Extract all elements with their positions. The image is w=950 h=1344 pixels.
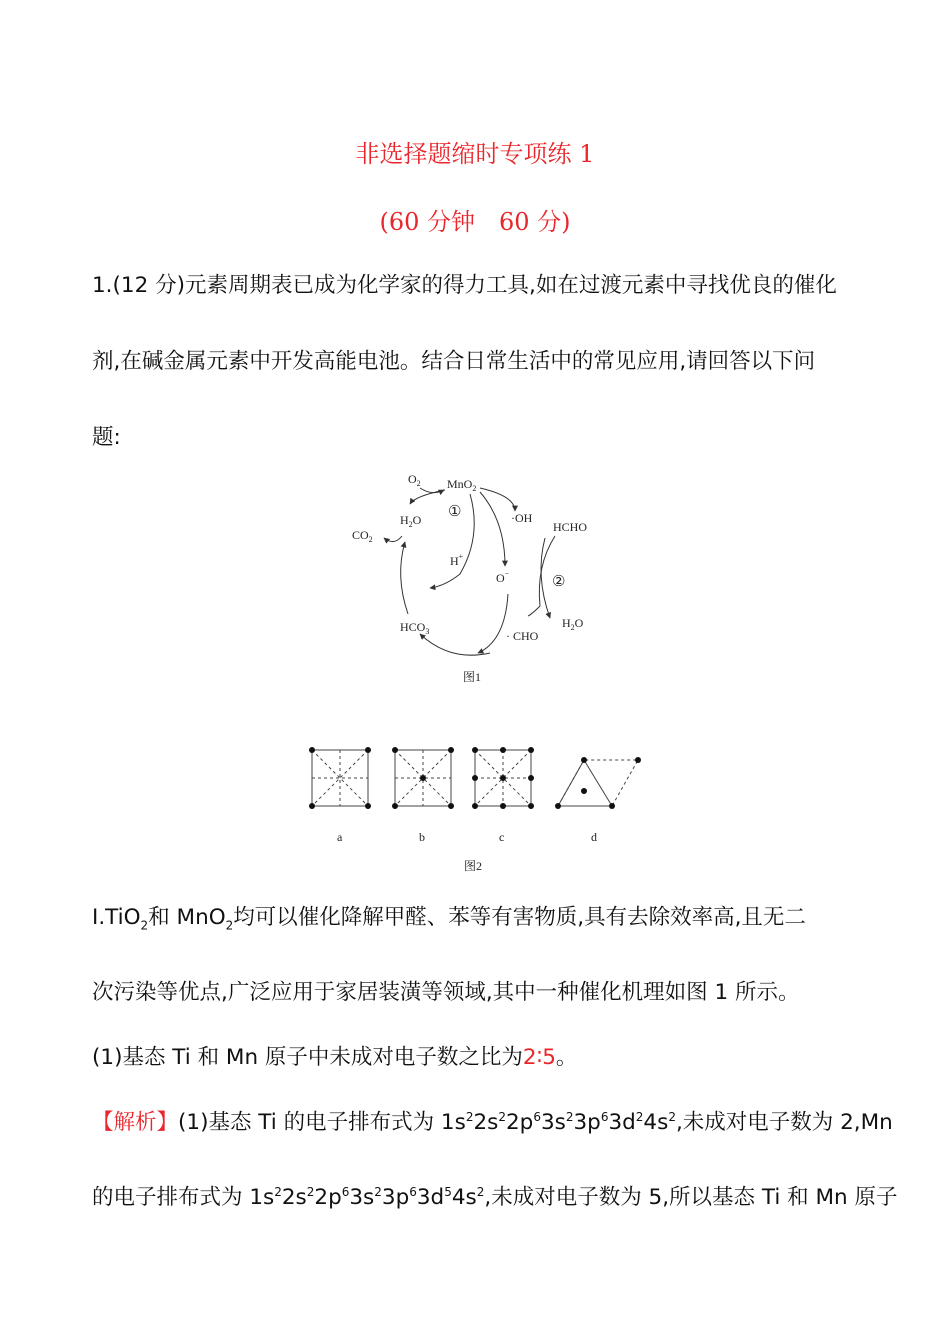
panel-label-d: d	[591, 830, 597, 844]
answer-text: 2∶5	[522, 1045, 556, 1070]
svg-text:②: ②	[552, 574, 566, 590]
panel-label-c: c	[499, 830, 505, 844]
svg-text:· CHO: · CHO	[506, 629, 539, 643]
analysis-line-1: 【解析】(1)基态 Ti 的电子排布式为 $1s^22s^22p^63s^23p^63d^24s^2$,未成对电子数为 2,Mn	[92, 1109, 893, 1135]
svg-text:MnO2: MnO$_2$	[447, 477, 477, 493]
question-line-2: 剂,在碱金属元素中开发高能电池。结合日常生活中的常见应用,请回答以下问	[92, 349, 816, 374]
svg-text:H+: H+	[450, 552, 464, 568]
figure-2-caption: 图2	[464, 859, 483, 873]
svg-text:HCO3: $HCO_3$	[400, 620, 430, 636]
svg-text:HCHO: HCHO	[553, 520, 588, 534]
question-1: (1)基态 Ti 和 Mn 原子中未成对电子数之比为2∶5。	[92, 1045, 578, 1070]
analysis-line-2: 的电子排布式为 $1s^22s^22p^63s^23p^63d^54s^2$,未成对电子数为 5,所以基态 Ti 和 Mn 原子	[92, 1184, 898, 1210]
panel-label-a: a	[337, 830, 343, 844]
page-subtitle: (60 分钟 60 分)	[379, 208, 571, 236]
panel-d	[558, 760, 638, 806]
analysis-label: 【解析】	[92, 1110, 179, 1135]
part1-line-2: 次污染等优点,广泛应用于家居装潢等领域,其中一种催化机理如图 1 所示。	[92, 980, 800, 1005]
panel-label-b: b	[419, 830, 425, 844]
part1-line-1: Ⅰ.TiO$_2$和 MnO$_2$均可以催化降解甲醛、苯等有害物质,具有去除效率高,且无二	[92, 905, 806, 933]
svg-text:H2O: $H_2O$	[562, 616, 584, 632]
question-line-1: 1.(12 分)元素周期表已成为化学家的得力工具,如在过渡元素中寻找优良的催化	[92, 273, 837, 298]
svg-text:H2O: $H_2O$	[400, 513, 422, 529]
figure-2-lattice-panels	[300, 738, 650, 878]
svg-text:①: ①	[448, 504, 462, 520]
question-line-3: 题:	[92, 425, 121, 450]
svg-text:·OH: ·OH	[511, 511, 533, 525]
svg-text:CO2: $CO_2$	[352, 528, 373, 544]
page-title: 非选择题缩时专项练 1	[355, 140, 595, 168]
panel-a	[312, 750, 368, 806]
svg-text:图1: 图1	[463, 670, 482, 684]
svg-text:O2: $O_2$	[408, 472, 421, 488]
svg-text:O−: O−	[496, 569, 510, 585]
figure-1-catalytic-cycle	[340, 466, 610, 691]
